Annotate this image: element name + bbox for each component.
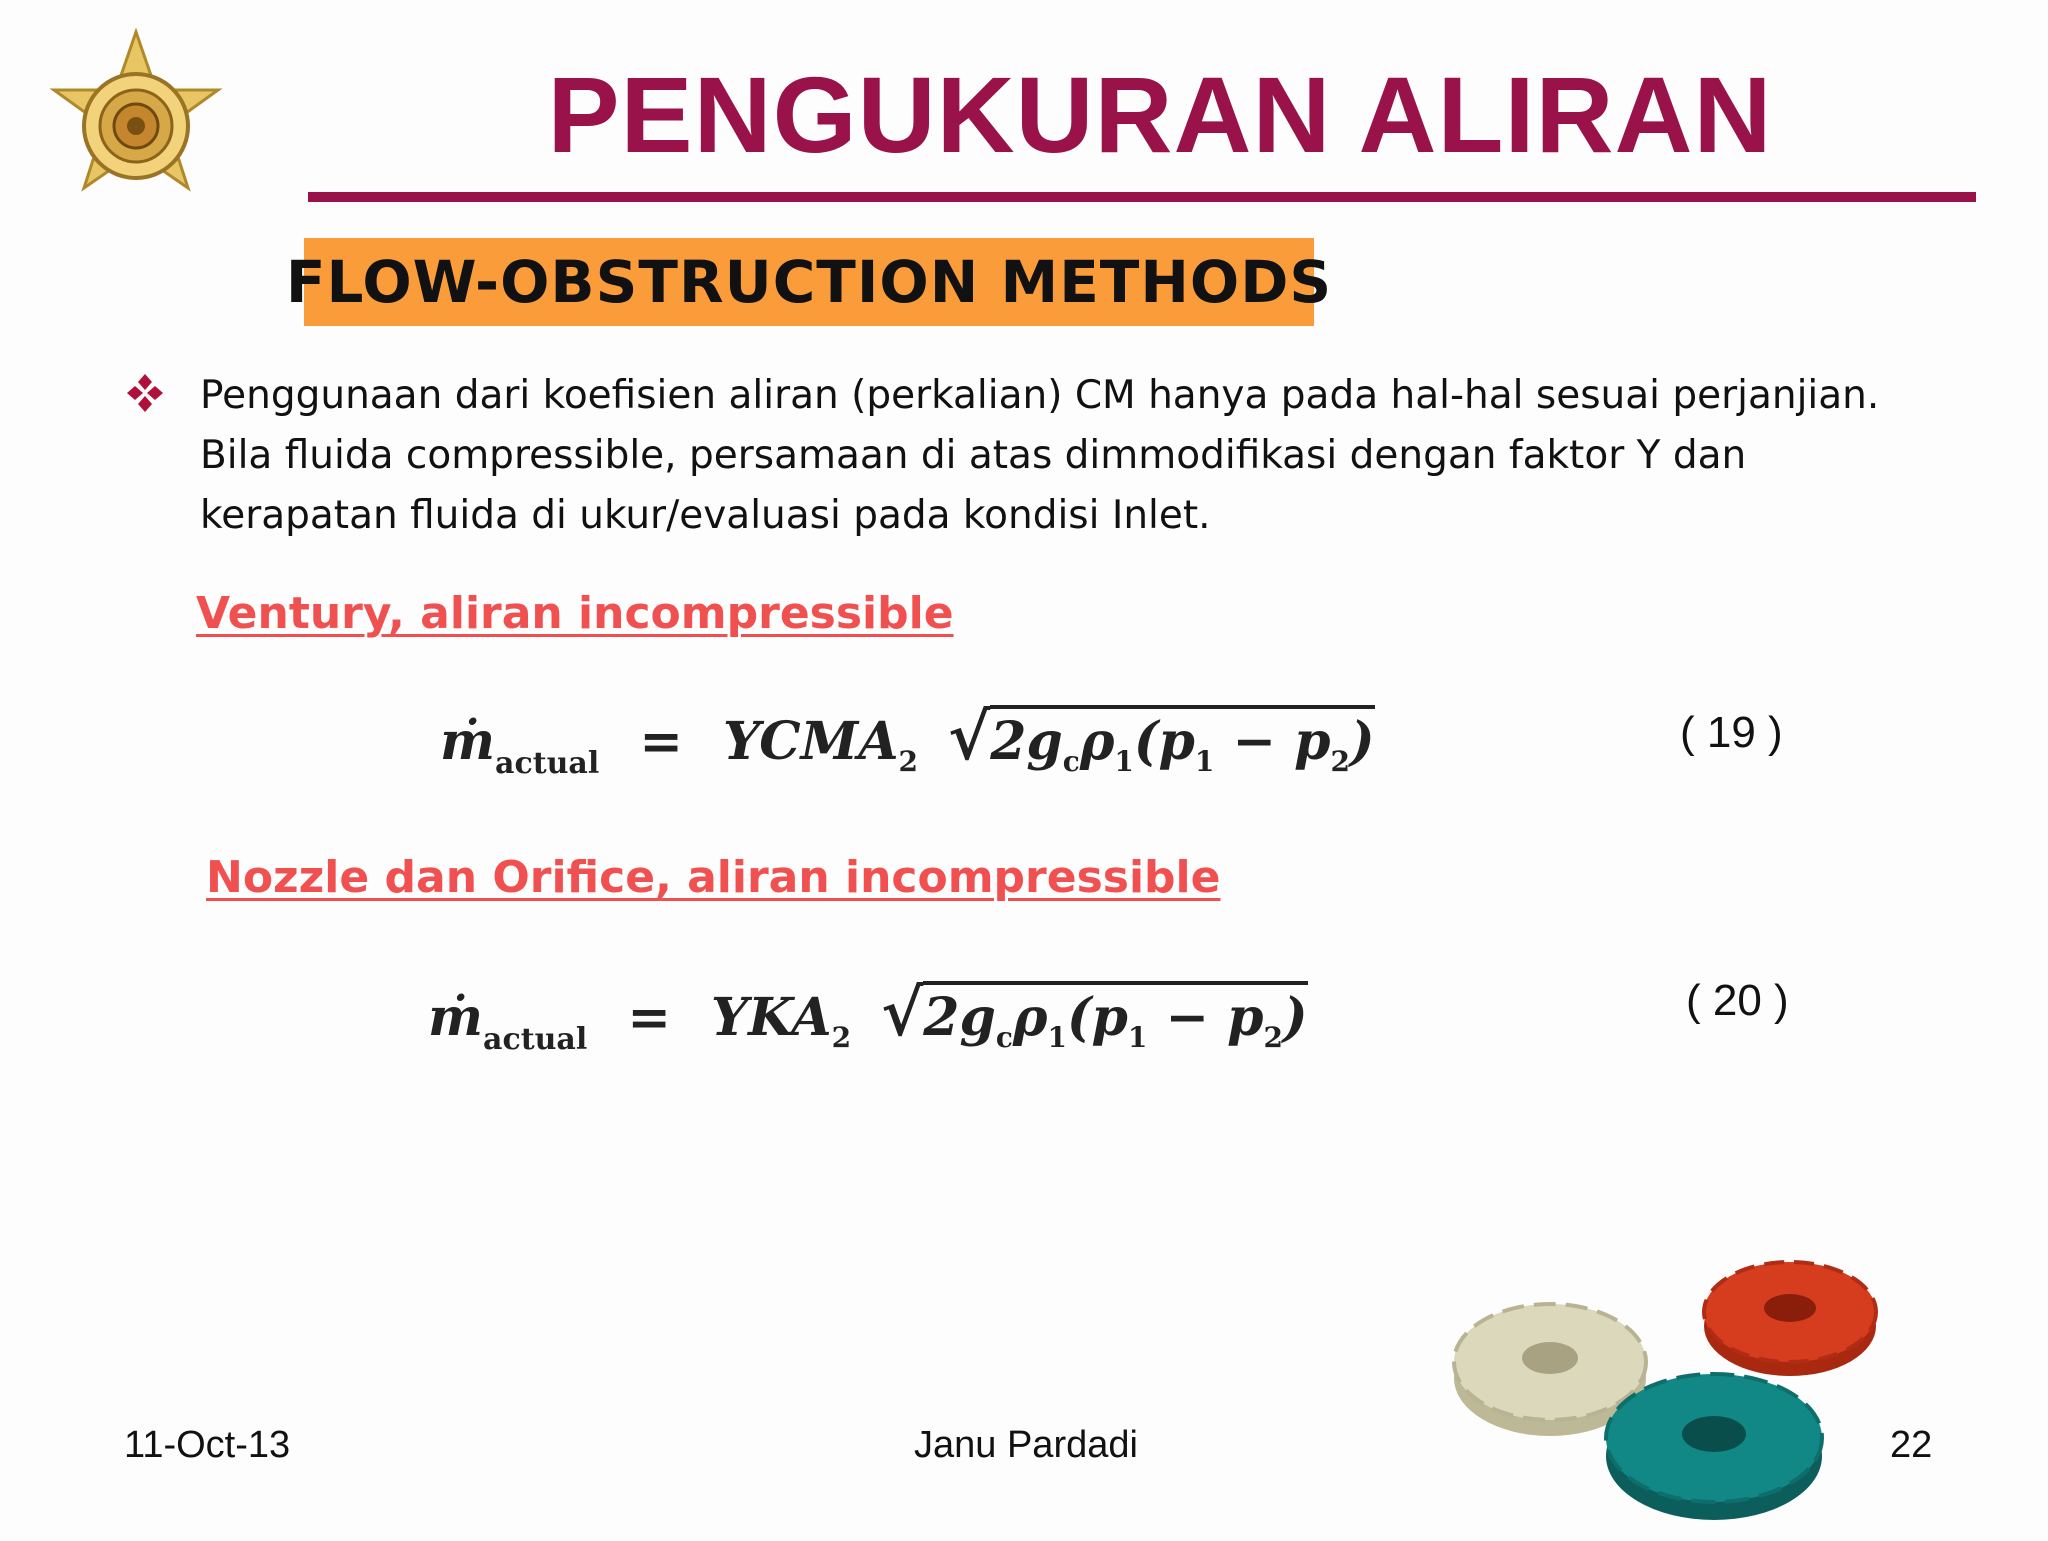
- bullet-line: Bila fluida compressible, persamaan di atas dimmodifikasi dengan faktor Y dan: [200, 433, 1747, 478]
- footer-author: Janu Pardadi: [914, 1424, 1138, 1466]
- equation-19: [440, 700, 1375, 781]
- bullet-line: Penggunaan dari koefisien aliran (perkalian) CM hanya pada hal-hal sesuai perjanjian.: [200, 373, 1880, 418]
- page-number: 22: [1890, 1424, 1933, 1466]
- eq2-coeff: YKA: [711, 987, 832, 1048]
- eq1-radicand-start: 2g: [990, 711, 1063, 772]
- eq1-lhs: ṁ: [440, 711, 496, 772]
- sqrt-symbol: √: [948, 700, 991, 775]
- eq1-coeff-sub: 2: [898, 745, 919, 778]
- equals-sign: =: [639, 711, 683, 772]
- eq2-coeff-sub: 2: [831, 1021, 852, 1054]
- eq1-lhs-sub: actual: [495, 746, 600, 781]
- eq2-lhs-sub: actual: [483, 1022, 588, 1057]
- equation-number-20: ( 20 ): [1686, 976, 1789, 1025]
- section-label: FLOW-OBSTRUCTION METHODS: [304, 238, 1314, 326]
- diamond-bullet-icon: [124, 372, 166, 414]
- eq2-lhs: ṁ: [428, 987, 484, 1048]
- university-logo: [38, 28, 234, 224]
- eq2-radicand-start: 2g: [923, 987, 996, 1048]
- sqrt-symbol: √: [881, 976, 924, 1051]
- eq1-radicand: $2g_c\rho_1(p_1 - p_2)$: [990, 705, 1374, 772]
- eq2-radicand: $2g_c\rho_1(p_1 - p_2)$: [923, 981, 1307, 1048]
- gears-illustration: [1440, 1250, 1920, 1536]
- equals-sign: =: [627, 987, 671, 1048]
- bullet-line: kerapatan fluida di ukur/evaluasi pada kondisi Inlet.: [200, 493, 1211, 538]
- slide-title: PENGUKURAN ALIRAN: [547, 54, 1773, 175]
- eq2-heading: Nozzle dan Orifice, aliran incompressible: [206, 852, 1221, 903]
- eq1-coeff: YCMA: [723, 711, 899, 772]
- teal-gear-icon: [1606, 1374, 1822, 1520]
- eq1-heading: Ventury, aliran incompressible: [196, 588, 954, 639]
- red-gear-icon: [1704, 1262, 1876, 1376]
- equation-20: [428, 976, 1308, 1057]
- footer-date: 11-Oct-13: [124, 1424, 291, 1466]
- bullet-paragraph: [200, 366, 2000, 546]
- title-underline: [308, 192, 1976, 202]
- equation-number-19: ( 19 ): [1680, 708, 1783, 757]
